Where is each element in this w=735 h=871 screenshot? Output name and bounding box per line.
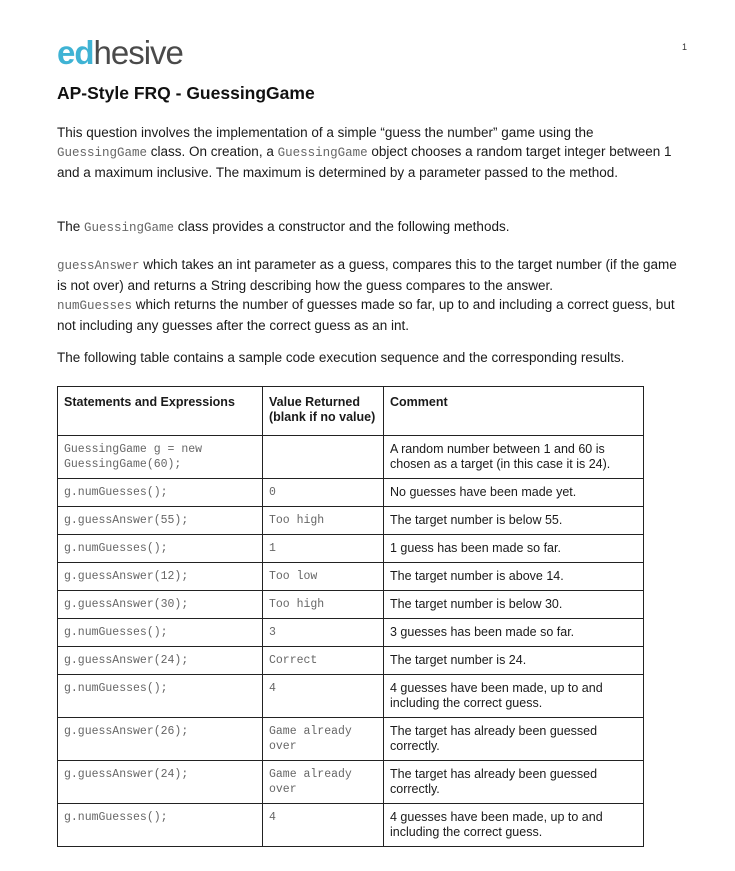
comment-cell: 4 guesses have been made, up to and including the correct guess. (384, 675, 644, 718)
table-row (58, 563, 644, 591)
page-number: 1 (682, 42, 688, 52)
table-row (58, 619, 644, 647)
statement-cell: g.numGuesses(); (58, 619, 263, 647)
method-name-numGuesses: numGuesses (57, 299, 133, 313)
method-desc-guessAnswer: which takes an int parameter as a guess, compares this to the target number (if the game is not over) and returns a String describing how the guess compares to the answer. (57, 257, 677, 293)
comment-cell: A random number between 1 and 60 is chosen as a target (in this case it is 24). (384, 436, 644, 479)
value-cell: 1 (263, 535, 384, 563)
value-cell: Too high (263, 507, 384, 535)
table-row (58, 436, 644, 479)
class-text-1: The (57, 219, 85, 234)
comment-cell: The target number is below 55. (384, 507, 644, 535)
comment-cell: 3 guesses has been made so far. (384, 619, 644, 647)
table-row (58, 591, 644, 619)
method-name-guessAnswer: guessAnswer (57, 259, 140, 273)
methods-paragraph (57, 255, 687, 335)
table-row (58, 535, 644, 563)
intro-code-2: GuessingGame (277, 146, 368, 160)
header-comment: Comment (384, 387, 644, 436)
document-title: AP-Style FRQ - GuessingGame (57, 83, 315, 103)
comment-cell: The target number is above 14. (384, 563, 644, 591)
value-cell: 4 (263, 804, 384, 847)
intro-text-3: object chooses a random target integer between 1 and a maximum inclusive. The maximum is determined by a parameter passed to the method. (57, 144, 672, 180)
table-row (58, 804, 644, 847)
execution-table (57, 386, 644, 847)
value-cell: Too high (263, 591, 384, 619)
header-value: Value Returned (blank if no value) (263, 387, 384, 436)
table-row (58, 479, 644, 507)
comment-cell: 4 guesses have been made, up to and including the correct guess. (384, 804, 644, 847)
statement-cell: g.numGuesses(); (58, 479, 263, 507)
intro-paragraph (57, 123, 687, 182)
value-cell: Game already over (263, 761, 384, 804)
table-header-row (58, 387, 644, 436)
table-row (58, 647, 644, 675)
statement-cell: g.numGuesses(); (58, 675, 263, 718)
table-intro: The following table contains a sample code execution sequence and the corresponding results. (57, 350, 625, 365)
edhesive-logo (57, 36, 183, 69)
value-cell: Game already over (263, 718, 384, 761)
header-statements: Statements and Expressions (58, 387, 263, 436)
class-code: GuessingGame (84, 221, 175, 235)
value-cell: 0 (263, 479, 384, 507)
value-cell: 4 (263, 675, 384, 718)
logo-ed: ed (57, 34, 94, 71)
logo-hesive: hesive (93, 34, 183, 71)
intro-text-1: This question involves the implementation of a simple “guess the number” game using the (57, 125, 594, 140)
comment-cell: The target has already been guessed correctly. (384, 718, 644, 761)
class-text-2: class provides a constructor and the following methods. (174, 219, 510, 234)
comment-cell: The target number is 24. (384, 647, 644, 675)
comment-cell: 1 guess has been made so far. (384, 535, 644, 563)
table-row (58, 675, 644, 718)
intro-code-1: GuessingGame (57, 146, 148, 160)
statement-cell: g.guessAnswer(55); (58, 507, 263, 535)
comment-cell: No guesses have been made yet. (384, 479, 644, 507)
table-row (58, 507, 644, 535)
statement-cell: g.guessAnswer(24); (58, 761, 263, 804)
comment-cell: The target has already been guessed correctly. (384, 761, 644, 804)
value-cell: 3 (263, 619, 384, 647)
statement-cell: g.guessAnswer(30); (58, 591, 263, 619)
statement-cell: g.guessAnswer(12); (58, 563, 263, 591)
statement-cell: g.numGuesses(); (58, 804, 263, 847)
statement-cell: g.numGuesses(); (58, 535, 263, 563)
comment-cell: The target number is below 30. (384, 591, 644, 619)
value-cell (263, 436, 384, 479)
value-cell: Too low (263, 563, 384, 591)
table-row (58, 761, 644, 804)
statement-cell: g.guessAnswer(26); (58, 718, 263, 761)
value-cell: Correct (263, 647, 384, 675)
class-paragraph (57, 217, 687, 238)
statement-cell: GuessingGame g = new GuessingGame(60); (58, 436, 263, 479)
intro-text-2: class. On creation, a (147, 144, 278, 159)
method-desc-numGuesses: which returns the number of guesses made so far, up to and including a correct guess, but not including any guesses after the correct guess as an int. (57, 297, 675, 333)
table-row (58, 718, 644, 761)
statement-cell: g.guessAnswer(24); (58, 647, 263, 675)
